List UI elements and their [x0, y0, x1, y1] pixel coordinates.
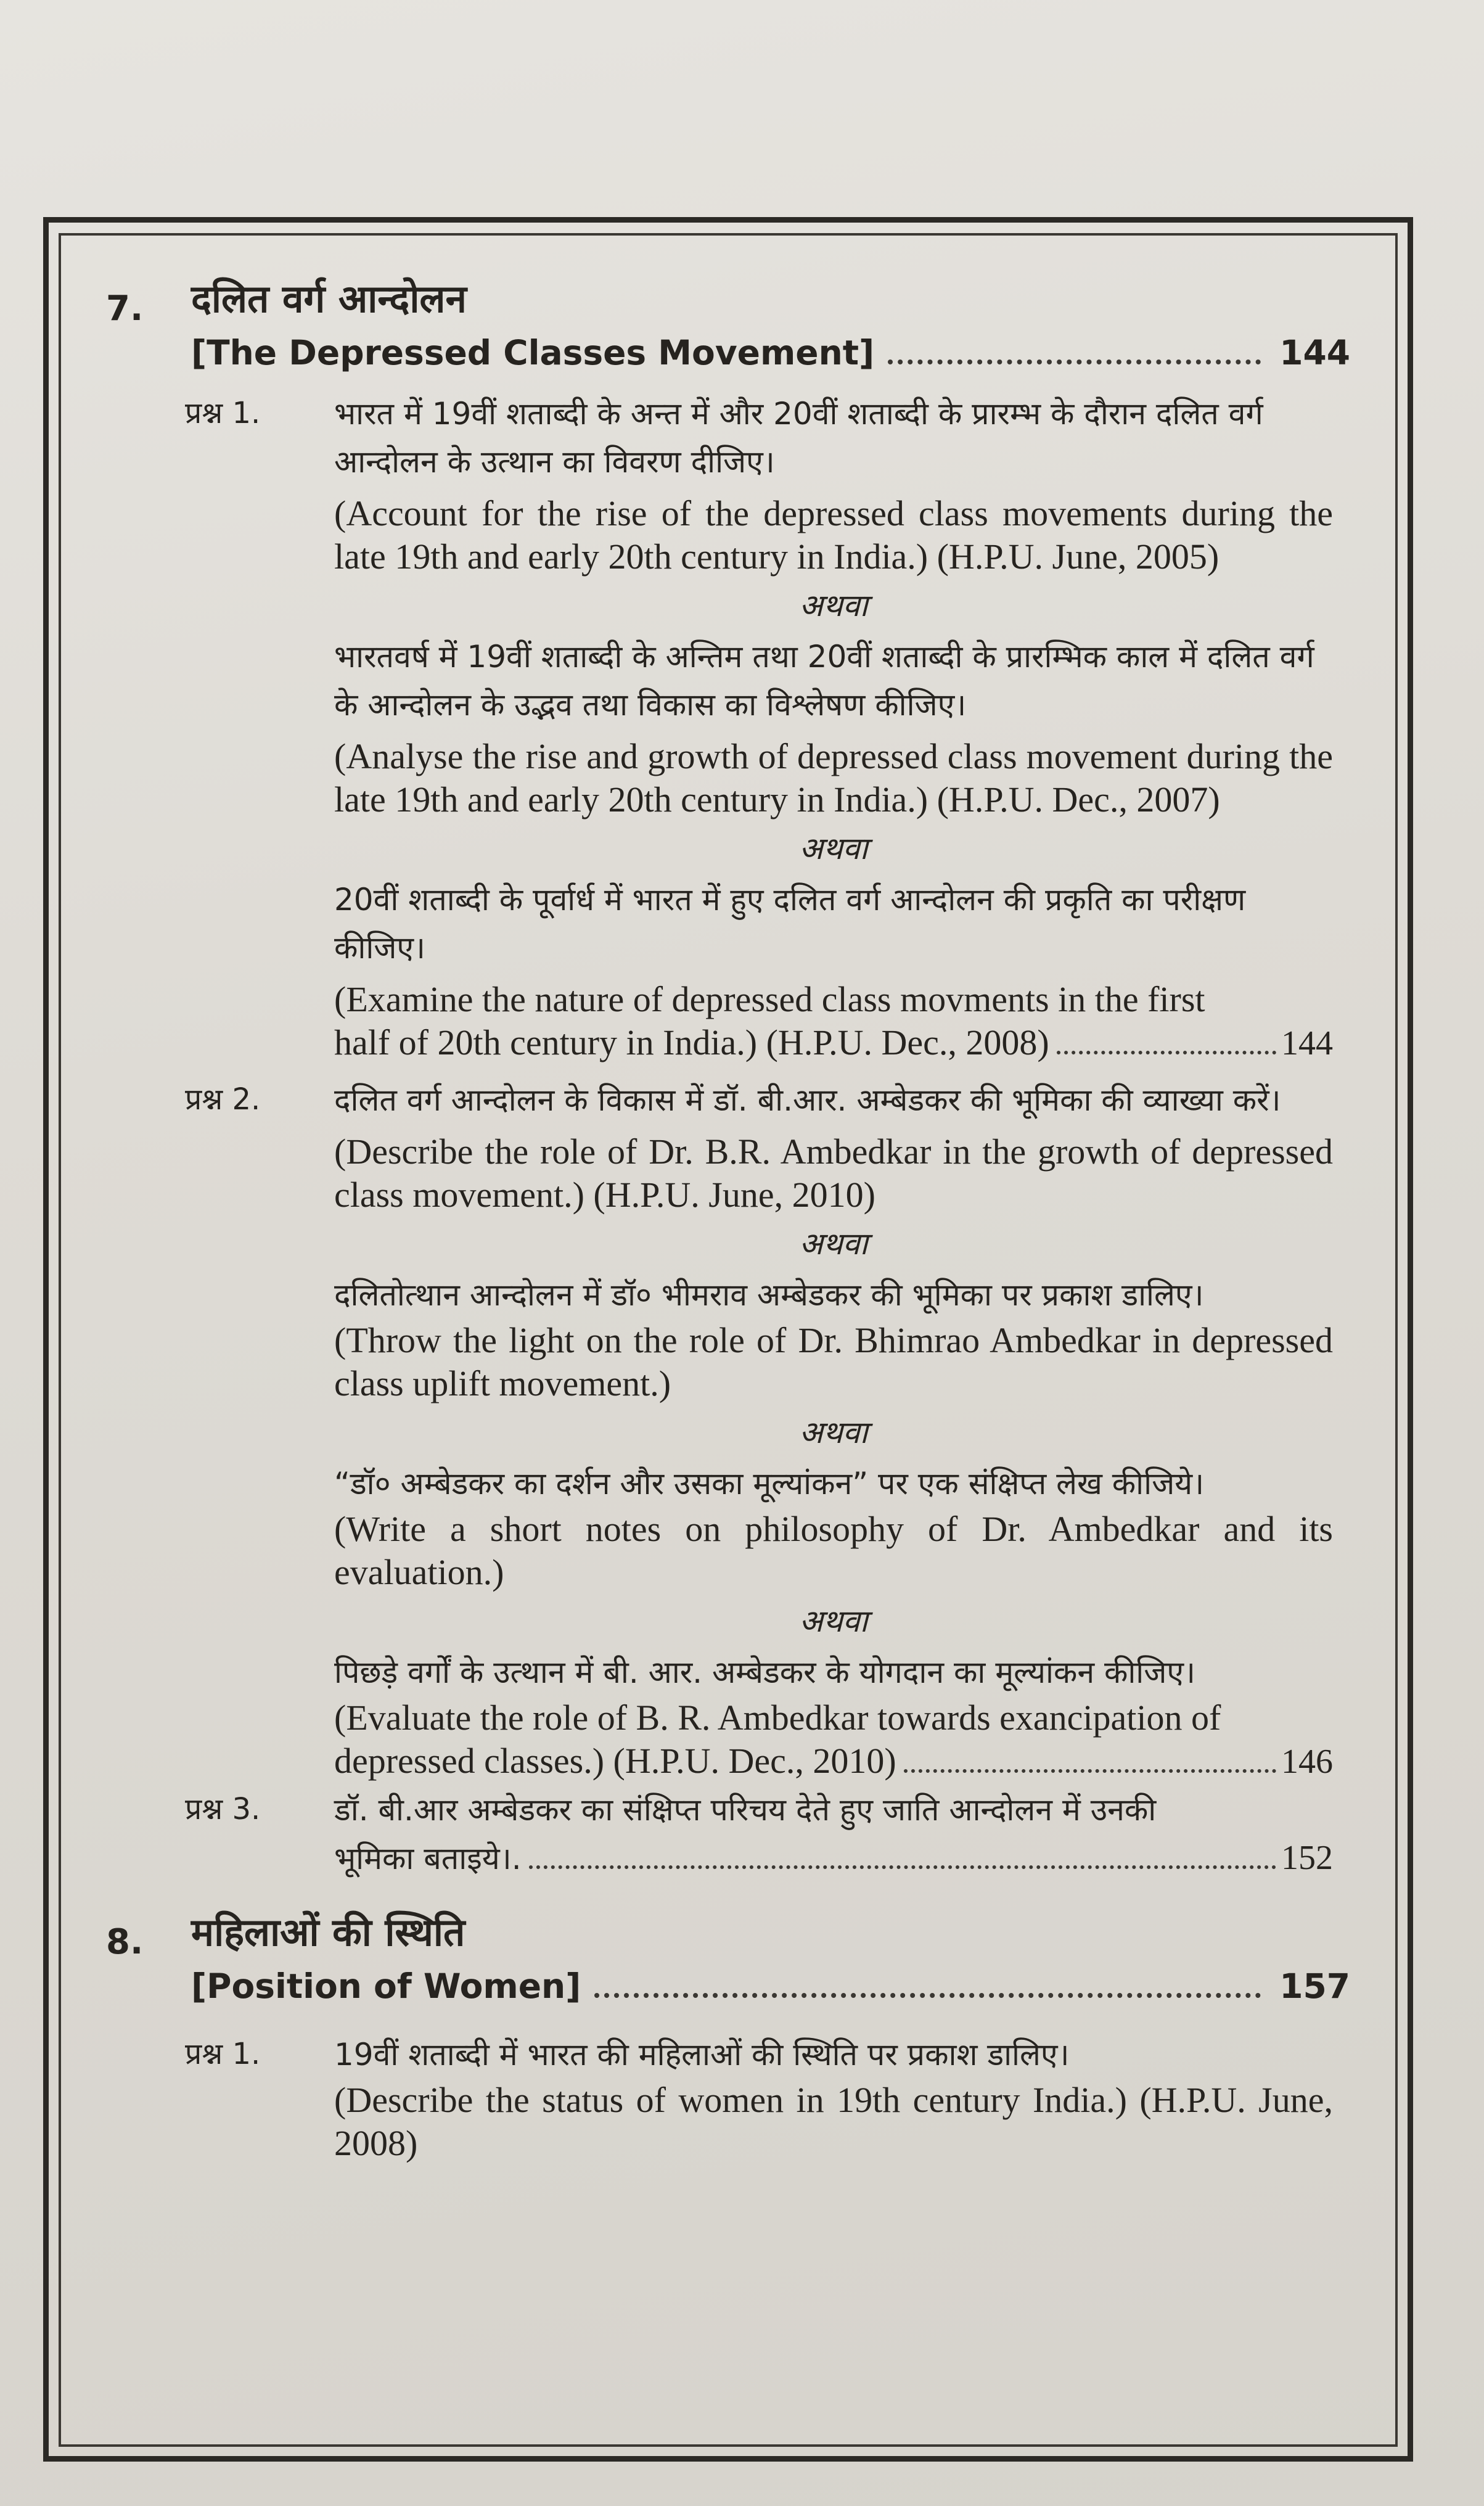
chapter-8 — [99, 1905, 1350, 2165]
question-text-hindi: 19वीं शताब्दी में भारत की महिलाओं की स्थिति पर प्रकाश डालिए। — [334, 2037, 1070, 2073]
question-1 — [99, 390, 1350, 1065]
chapter-title-english: [Position of Women] — [191, 1966, 581, 2006]
question-label: प्रश्न 3. — [185, 1792, 261, 1826]
chapter-page-number: 144 — [1279, 333, 1350, 372]
question-text-hindi: “डॉ० अम्बेडकर का दर्शन और उसका मूल्यांकन” पर एक संक्षिप्त लेख कीजिये। — [334, 1466, 1205, 1502]
question-label: प्रश्न 2. — [185, 1082, 261, 1117]
or-separator: अथवा — [799, 831, 868, 866]
or-separator: अथवा — [799, 588, 868, 623]
question-text-english: (Describe the role of Dr. B.R. Ambedkar in the growth of depressed class movement.) (H.P.U. June, 2010) — [334, 1132, 1333, 1215]
dot-leader — [888, 359, 1261, 364]
question-text-english: (Examine the nature of depressed class movments in the first — [334, 979, 1205, 1019]
question-text-english: depressed classes.) (H.P.U. Dec., 2010) — [334, 1741, 896, 1781]
question-page-number: 146 — [1281, 1743, 1333, 1781]
question-1 — [99, 2031, 1350, 2165]
question-text-english: (Account for the rise of the depressed class movements during the late 19th and early 20th century in India.) (H.P.U. June, 2005) — [334, 493, 1333, 577]
chapter-number: 8. — [106, 1922, 144, 1962]
question-text-english: (Write a short notes on philosophy of Dr. Ambedkar and its evaluation.) — [334, 1509, 1333, 1592]
question-text-english: (Describe the status of women in 19th century India.) (H.P.U. June, 2008) — [334, 2080, 1333, 2163]
question-3 — [99, 1786, 1350, 1883]
chapter-7 — [99, 271, 1350, 1883]
question-text-hindi: दलित वर्ग आन्दोलन के विकास में डॉ. बी.आर. अम्बेडकर की भूमिका की व्याख्या करें। — [334, 1082, 1281, 1118]
question-body — [334, 1076, 1333, 1783]
question-page-number: 144 — [1281, 1024, 1333, 1062]
question-text-hindi: 20वीं शताब्दी के पूर्वार्ध में भारत में हुए दलित वर्ग आन्दोलन की प्रकृति का परीक्षण कीजिए। — [334, 882, 1246, 966]
question-label: प्रश्न 1. — [185, 2037, 261, 2071]
question-page-row — [334, 1021, 1333, 1065]
question-text-hindi: पिछड़े वर्गों के उत्थान में बी. आर. अम्बेडकर के योगदान का मूल्यांकन कीजिए। — [334, 1654, 1195, 1690]
question-body — [334, 2031, 1333, 2165]
chapter-number: 7. — [106, 289, 144, 329]
question-2 — [99, 1076, 1350, 1783]
question-text-english: (Analyse the rise and growth of depressed class movement during the late 19th and early 20th century in India.) (H.P.U. Dec., 2007) — [334, 736, 1333, 820]
question-text-hindi: भारतवर्ष में 19वीं शताब्दी के अन्तिम तथा 20वीं शताब्दी के प्रारम्भिक काल में दलित वर्ग के आन्दोलन के उद्भव तथा विकास का विश्लेषण कीजिए। — [334, 639, 1314, 723]
question-page-row — [334, 1834, 1333, 1883]
chapter-page-number: 157 — [1279, 1966, 1350, 2006]
section-spacer — [99, 1883, 1350, 1905]
question-text-hindi: भूमिका बताइये।. — [334, 1841, 522, 1876]
or-separator: अथवा — [799, 1226, 868, 1262]
question-text-hindi: डॉ. बी.आर अम्बेडकर का संक्षिप्त परिचय देते हुए जाति आन्दोलन में उनकी — [334, 1792, 1157, 1828]
chapter-title-hindi: महिलाओं की स्थिति — [191, 1910, 465, 1955]
question-text-english: (Throw the light on the role of Dr. Bhimrao Ambedkar in depressed class uplift movement.) — [334, 1320, 1333, 1403]
question-page-row — [334, 1740, 1333, 1783]
question-body — [334, 1786, 1333, 1883]
contents-list — [99, 271, 1350, 2165]
chapter-title-english: [The Depressed Classes Movement] — [191, 333, 875, 372]
question-body — [334, 390, 1333, 1065]
or-separator: अथवा — [799, 1415, 868, 1450]
chapter-title-hindi: दलित वर्ग आन्दोलन — [191, 276, 467, 321]
or-separator: अथवा — [799, 1603, 868, 1639]
chapter-title-row — [191, 1960, 1350, 2012]
question-label: प्रश्न 1. — [185, 396, 261, 430]
question-text-hindi: दलितोत्थान आन्दोलन में डॉ० भीमराव अम्बेडकर की भूमिका पर प्रकाश डालिए। — [334, 1277, 1204, 1313]
question-text-english: (Evaluate the role of B. R. Ambedkar towards exancipation of — [334, 1698, 1221, 1738]
chapter-title-row — [191, 327, 1350, 379]
question-text-hindi: भारत में 19वीं शताब्दी के अन्त में और 20वीं शताब्दी के प्रारम्भ के दौरान दलित वर्ग आन्दोलन के उत्थान का विवरण दीजिए। — [334, 396, 1263, 480]
question-page-number: 152 — [1281, 1839, 1333, 1877]
question-text-english: half of 20th century in India.) (H.P.U. Dec., 2008) — [334, 1022, 1049, 1062]
dot-leader — [904, 1769, 1276, 1773]
dot-leader — [1057, 1051, 1276, 1054]
dot-leader — [594, 1993, 1261, 1998]
dot-leader — [529, 1865, 1276, 1869]
